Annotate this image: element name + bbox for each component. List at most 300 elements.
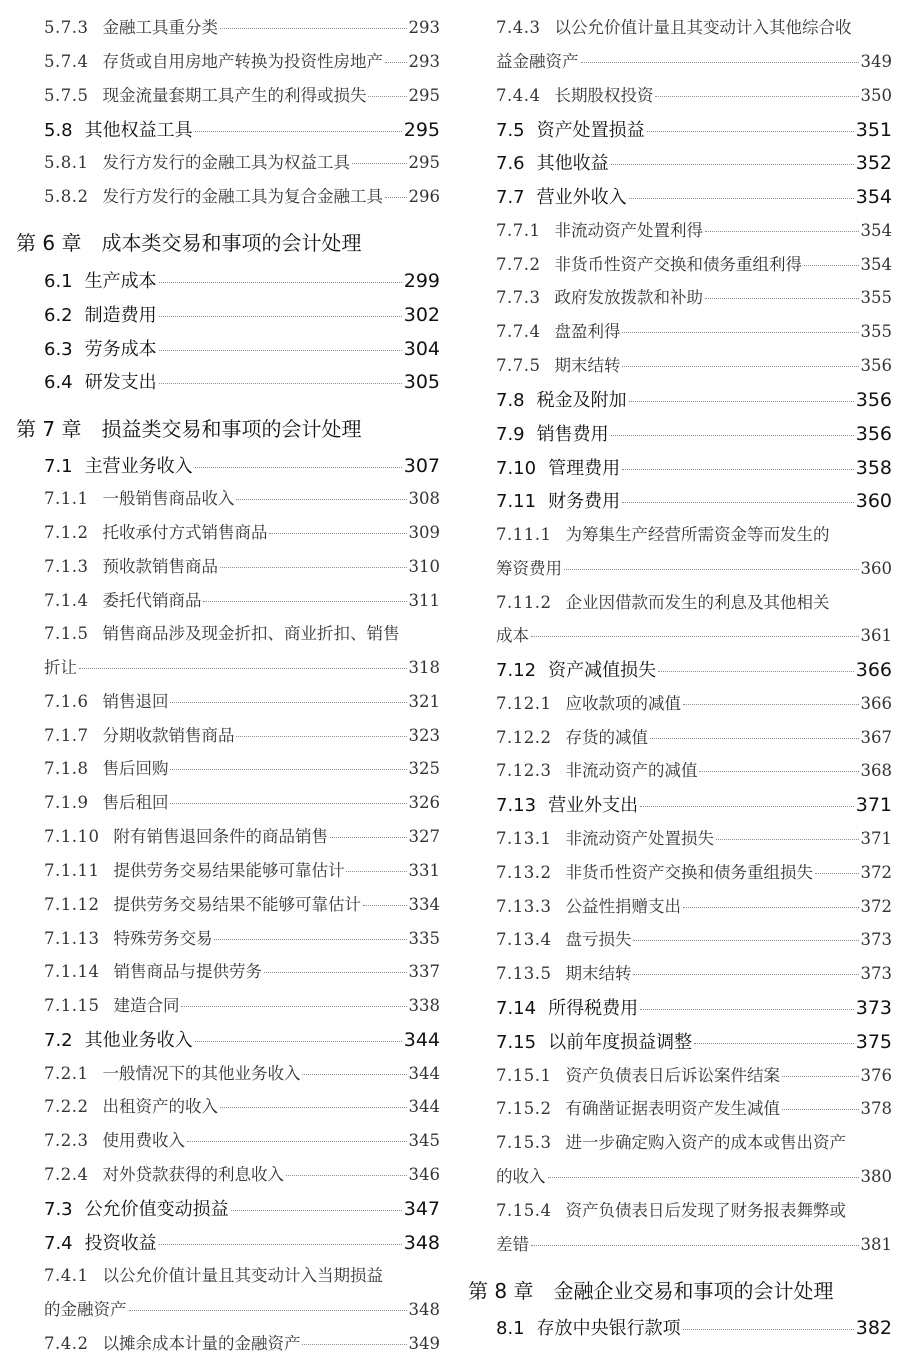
page-number: 318 [408,658,440,677]
entry-number: 7.1.13 [44,929,100,948]
entry-number: 7.7.3 [496,288,541,307]
entry-title: 发行方发行的金融工具为权益工具 [102,153,350,172]
entry-title: 劳务成本 [84,339,157,360]
entry-number: 7.13.5 [496,964,552,983]
leader-dots [650,738,859,739]
entry-title: 进一步确定购入资产的成本或售出资产 [565,1133,846,1152]
entry-number: 7.6 [496,153,525,174]
entry-number: 7.8 [496,390,525,411]
subsection-entry[interactable] [16,51,440,73]
subsection-entry[interactable] [16,1063,440,1085]
entry-number: 7.4.2 [44,1334,89,1353]
entry-title: 盘亏损失 [565,930,632,949]
toc-entry-first-line[interactable] [16,623,440,645]
section-entry[interactable] [468,794,892,817]
page-number: 373 [860,930,892,949]
leader-dots [195,467,402,468]
page-number: 344 [403,1029,440,1051]
entry-title: 生产成本 [84,271,157,292]
entry-title-continued: 筹资费用 [496,559,562,578]
leader-dots [622,502,854,503]
leader-dots [658,671,854,672]
subsection-entry[interactable] [468,963,892,985]
section-entry[interactable] [16,1029,440,1052]
subsection-entry[interactable] [16,590,440,612]
leader-dots [170,803,406,804]
leader-dots [683,907,859,908]
page-number: 361 [860,626,892,645]
entry-title: 制造费用 [84,305,157,326]
leader-dots [622,469,854,470]
entry-title: 托收承付方式销售商品 [102,523,268,542]
subsection-entry[interactable] [468,693,892,715]
leader-dots [694,1043,854,1044]
leader-dots [531,636,859,637]
page-number: 382 [855,1317,892,1339]
subsection-entry[interactable] [16,1096,440,1118]
leader-dots [286,1175,407,1176]
entry-number: 7.13.3 [496,897,552,916]
leader-dots [159,282,402,283]
leader-dots [302,1074,406,1075]
subsection-entry[interactable] [468,929,892,951]
page-number: 335 [408,929,440,948]
leader-dots [640,1009,854,1010]
page-number: 355 [860,322,892,341]
chapter-heading[interactable] [16,230,440,256]
page-number: 371 [855,794,892,816]
entry-number: 7.2.1 [44,1064,89,1083]
entry-title: 分期收款销售商品 [102,726,235,745]
entry-number: 7.1 [44,456,73,477]
entry-number: 7.1.15 [44,996,100,1015]
entry-title: 使用费收入 [102,1131,185,1150]
entry-title: 长期股权投资 [554,86,654,105]
entry-number: 7.10 [496,458,537,479]
entry-number: 7.13.1 [496,829,552,848]
entry-title: 预收款销售商品 [102,557,218,576]
entry-number: 7.2 [44,1030,73,1051]
section-entry[interactable] [16,371,440,394]
leader-dots [640,806,854,807]
entry-title: 应收款项的减值 [565,694,681,713]
entry-title: 损益类交易和事项的会计处理 [101,417,362,441]
subsection-entry[interactable] [16,928,440,950]
section-entry[interactable] [468,186,892,209]
leader-dots [633,940,858,941]
entry-title: 资产减值损失 [548,660,657,681]
page-number: 295 [408,153,440,172]
entry-title: 提供劳务交易结果能够可靠估计 [113,861,345,880]
leader-dots [385,62,407,63]
entry-title-continued: 成本 [496,626,529,645]
subsection-entry[interactable] [16,556,440,578]
entry-title: 存货或自用房地产转换为投资性房地产 [102,52,383,71]
leader-dots [195,1041,402,1042]
leader-dots [346,871,406,872]
entry-number: 7.15.2 [496,1099,552,1118]
toc-entry[interactable] [468,558,892,580]
page-number: 360 [860,559,892,578]
page-number: 299 [403,270,440,292]
leader-dots [214,939,406,940]
leader-dots [611,435,854,436]
subsection-entry[interactable] [468,1065,892,1087]
toc-entry-first-line[interactable] [468,592,892,614]
subsection-entry[interactable] [468,220,892,242]
entry-title: 销售费用 [536,424,609,445]
leader-dots [683,1329,854,1330]
entry-number: 7.15.3 [496,1133,552,1152]
entry-title: 现金流量套期工具产生的利得或损失 [102,86,367,105]
section-entry[interactable] [16,119,440,142]
section-entry[interactable] [468,1031,892,1054]
entry-number: 第 8 章 [468,1279,534,1303]
entry-title: 售后回购 [102,759,169,778]
page-number: 325 [408,759,440,778]
subsection-entry[interactable] [468,828,892,850]
section-entry[interactable] [468,997,892,1020]
page-number: 344 [408,1064,440,1083]
entry-title: 销售商品与提供劳务 [113,962,262,981]
entry-number: 第 6 章 [16,231,82,255]
entry-title: 以前年度损益调整 [548,1032,693,1053]
entry-title: 公允价值变动损益 [84,1199,229,1220]
entry-title: 委托代销商品 [102,591,202,610]
entry-title: 管理费用 [548,458,621,479]
leader-dots [716,839,859,840]
leader-dots [622,332,858,333]
leader-dots [385,197,407,198]
entry-number: 7.11.2 [496,593,552,612]
entry-title: 其他权益工具 [84,120,193,141]
page-number: 304 [403,338,440,360]
entry-title: 提供劳务交易结果不能够可靠估计 [113,895,361,914]
subsection-entry[interactable] [16,152,440,174]
entry-title: 其他收益 [536,153,609,174]
entry-number: 7.1.3 [44,557,89,576]
toc-entry-first-line[interactable] [468,1200,892,1222]
entry-number: 7.7.5 [496,356,541,375]
page-number: 368 [860,761,892,780]
chapter-heading[interactable] [16,416,440,442]
subsection-entry[interactable] [16,826,440,848]
subsection-entry[interactable] [468,862,892,884]
section-entry[interactable] [468,1317,892,1340]
section-entry[interactable] [16,1198,440,1221]
leader-dots [683,704,859,705]
entry-number: 7.1.7 [44,726,89,745]
page-number: 346 [408,1165,440,1184]
entry-number: 7.7.1 [496,221,541,240]
leader-dots [159,383,402,384]
leader-dots [159,350,402,351]
subsection-entry[interactable] [16,725,440,747]
leader-dots [170,769,406,770]
section-entry[interactable] [16,270,440,293]
entry-title: 期末结转 [554,356,621,375]
subsection-entry[interactable] [16,860,440,882]
entry-title: 其他业务收入 [84,1030,193,1051]
leader-dots [79,668,407,669]
entry-number: 7.4.4 [496,86,541,105]
entry-title: 财务费用 [548,491,621,512]
leader-dots [269,533,406,534]
page-number: 337 [408,962,440,981]
page-number: 307 [403,455,440,477]
entry-title: 主营业务收入 [84,456,193,477]
subsection-entry[interactable] [16,522,440,544]
subsection-entry[interactable] [468,896,892,918]
leader-dots [129,1310,407,1311]
page-number: 349 [408,1334,440,1353]
page-number: 358 [855,457,892,479]
toc-entry[interactable] [468,1166,892,1188]
subsection-entry[interactable] [16,1130,440,1152]
leader-dots [220,567,407,568]
entry-number: 7.7.2 [496,255,541,274]
page-number: 345 [408,1131,440,1150]
leader-dots [236,736,406,737]
entry-number: 7.1.6 [44,692,89,711]
entry-number: 7.3 [44,1199,73,1220]
entry-title: 企业因借款而发生的利息及其他相关 [565,593,830,612]
subsection-entry[interactable] [16,488,440,510]
entry-number: 7.11 [496,491,537,512]
entry-number: 7.12.3 [496,761,552,780]
leader-dots [302,1344,406,1345]
entry-number: 5.8.2 [44,187,89,206]
subsection-entry[interactable] [468,1098,892,1120]
leader-dots [581,62,859,63]
toc-entry-first-line[interactable] [468,17,892,39]
entry-title: 一般情况下的其他业务收入 [102,1064,301,1083]
entry-number: 7.2.4 [44,1165,89,1184]
page-number: 376 [860,1066,892,1085]
subsection-entry[interactable] [468,287,892,309]
page-number: 295 [403,119,440,141]
subsection-entry[interactable] [16,186,440,208]
entry-title: 建造合同 [113,996,180,1015]
section-entry[interactable] [468,119,892,142]
page-number: 348 [403,1232,440,1254]
leader-dots [622,366,858,367]
entry-number: 7.1.12 [44,895,100,914]
toc-entry-first-line[interactable] [16,1265,440,1287]
page-number: 356 [855,423,892,445]
page-number: 366 [860,694,892,713]
entry-title: 投资收益 [84,1233,157,1254]
entry-number: 7.4 [44,1233,73,1254]
leader-dots [220,28,407,29]
page-number: 293 [408,52,440,71]
section-entry[interactable] [468,490,892,513]
leader-dots [159,1244,402,1245]
entry-title: 成本类交易和事项的会计处理 [101,231,362,255]
section-entry[interactable] [468,389,892,412]
entry-title: 非货币性资产交换和债务重组损失 [565,863,813,882]
section-entry[interactable] [16,455,440,478]
subsection-entry[interactable] [468,254,892,276]
entry-title: 发行方发行的金融工具为复合金融工具 [102,187,383,206]
entry-number: 5.7.4 [44,52,89,71]
page-number: 373 [855,997,892,1019]
leader-dots [699,771,858,772]
entry-number: 5.8.1 [44,153,89,172]
page-number: 310 [408,557,440,576]
entry-number: 6.1 [44,271,73,292]
toc-entry[interactable] [468,51,892,73]
subsection-entry[interactable] [16,17,440,39]
page-number: 356 [855,389,892,411]
toc-entry-first-line[interactable] [468,524,892,546]
entry-title: 存货的减值 [565,728,648,747]
toc-entry[interactable] [468,625,892,647]
chapter-heading[interactable] [468,1278,892,1304]
entry-number: 7.4.3 [496,18,541,37]
page-number: 326 [408,793,440,812]
page-number: 331 [408,861,440,880]
entry-number: 6.2 [44,305,73,326]
page-number: 349 [860,52,892,71]
page-number: 381 [860,1235,892,1254]
section-entry[interactable] [468,659,892,682]
page-number: 347 [403,1198,440,1220]
page-number: 334 [408,895,440,914]
page-number: 350 [860,86,892,105]
entry-number: 7.2.2 [44,1097,89,1116]
subsection-entry[interactable] [468,355,892,377]
page-number: 366 [855,659,892,681]
leader-dots [363,905,407,906]
entry-number: 7.1.9 [44,793,89,812]
page-number: 354 [860,255,892,274]
leader-dots [195,131,402,132]
entry-number: 5.7.5 [44,86,89,105]
leader-dots [655,96,858,97]
leader-dots [330,837,407,838]
entry-number: 7.4.1 [44,1266,89,1285]
leader-dots [548,1177,859,1178]
entry-title: 对外贷款获得的利息收入 [102,1165,284,1184]
section-entry[interactable] [16,304,440,327]
leader-dots [633,974,858,975]
entry-number: 7.1.4 [44,591,89,610]
entry-number: 7.2.3 [44,1131,89,1150]
page-number: 323 [408,726,440,745]
toc-entry[interactable] [468,1234,892,1256]
subsection-entry[interactable] [16,691,440,713]
entry-title-continued: 的收入 [496,1167,546,1186]
entry-title: 金融企业交易和事项的会计处理 [553,1279,834,1303]
section-entry[interactable] [468,152,892,175]
entry-title-continued: 益金融资产 [496,52,579,71]
subsection-entry[interactable] [16,85,440,107]
page-number: 355 [860,288,892,307]
page-number: 295 [408,86,440,105]
entry-title: 非流动资产处置损失 [565,829,714,848]
entry-title: 所得税费用 [548,998,639,1019]
entry-number: 6.4 [44,372,73,393]
page-number: 356 [860,356,892,375]
subsection-entry[interactable] [16,1333,440,1355]
page-number: 296 [408,187,440,206]
entry-title: 售后租回 [102,793,169,812]
entry-title: 营业外支出 [548,795,639,816]
entry-title: 非流动资产的减值 [565,761,698,780]
subsection-entry[interactable] [16,1164,440,1186]
entry-title: 盘盈利得 [554,322,621,341]
entry-title: 税金及附加 [536,390,627,411]
subsection-entry[interactable] [468,85,892,107]
page-number: 354 [860,221,892,240]
page-number: 302 [403,304,440,326]
section-entry[interactable] [16,1232,440,1255]
entry-number: 7.7.4 [496,322,541,341]
leader-dots [815,873,859,874]
entry-number: 7.1.14 [44,962,100,981]
entry-number: 7.1.2 [44,523,89,542]
entry-title: 为筹集生产经营所需资金等而发生的 [565,525,830,544]
subsection-entry[interactable] [16,758,440,780]
subsection-entry[interactable] [16,995,440,1017]
entry-number: 7.14 [496,998,537,1019]
page-number: 308 [408,489,440,508]
entry-number: 7.1.8 [44,759,89,778]
page-number: 338 [408,996,440,1015]
entry-number: 7.12 [496,660,537,681]
section-entry[interactable] [468,423,892,446]
entry-number: 7.11.1 [496,525,552,544]
toc-entry[interactable] [16,657,440,679]
section-entry[interactable] [468,457,892,480]
toc-entry[interactable] [16,1299,440,1321]
entry-title: 以公允价值计量且其变动计入其他综合收 [554,18,852,37]
entry-title-continued: 差错 [496,1235,529,1254]
entry-title: 销售商品涉及现金折扣、商业折扣、销售 [102,624,400,643]
section-entry[interactable] [16,338,440,361]
page-number: 309 [408,523,440,542]
entry-number: 7.5 [496,120,525,141]
subsection-entry[interactable] [468,727,892,749]
entry-title-continued: 折让 [44,658,77,677]
entry-title: 非流动资产处置利得 [554,221,703,240]
subsection-entry[interactable] [16,961,440,983]
leader-dots [629,401,854,402]
subsection-entry[interactable] [16,792,440,814]
entry-number: 5.7.3 [44,18,89,37]
page-number: 360 [855,490,892,512]
entry-number: 7.7 [496,187,525,208]
subsection-entry[interactable] [468,760,892,782]
page-number: 354 [855,186,892,208]
toc-entry-first-line[interactable] [468,1132,892,1154]
entry-title: 以摊余成本计量的金融资产 [102,1334,301,1353]
entry-number: 7.1.1 [44,489,89,508]
entry-title: 出租资产的收入 [102,1097,218,1116]
page-number: 378 [860,1099,892,1118]
subsection-entry[interactable] [16,894,440,916]
entry-title: 营业外收入 [536,187,627,208]
entry-number: 6.3 [44,339,73,360]
entry-title-continued: 的金融资产 [44,1300,127,1319]
entry-title: 公益性捐赠支出 [565,897,681,916]
leader-dots [804,265,859,266]
page-number: 348 [408,1300,440,1319]
page-number: 311 [408,591,440,610]
subsection-entry[interactable] [468,321,892,343]
entry-number: 7.13.2 [496,863,552,882]
